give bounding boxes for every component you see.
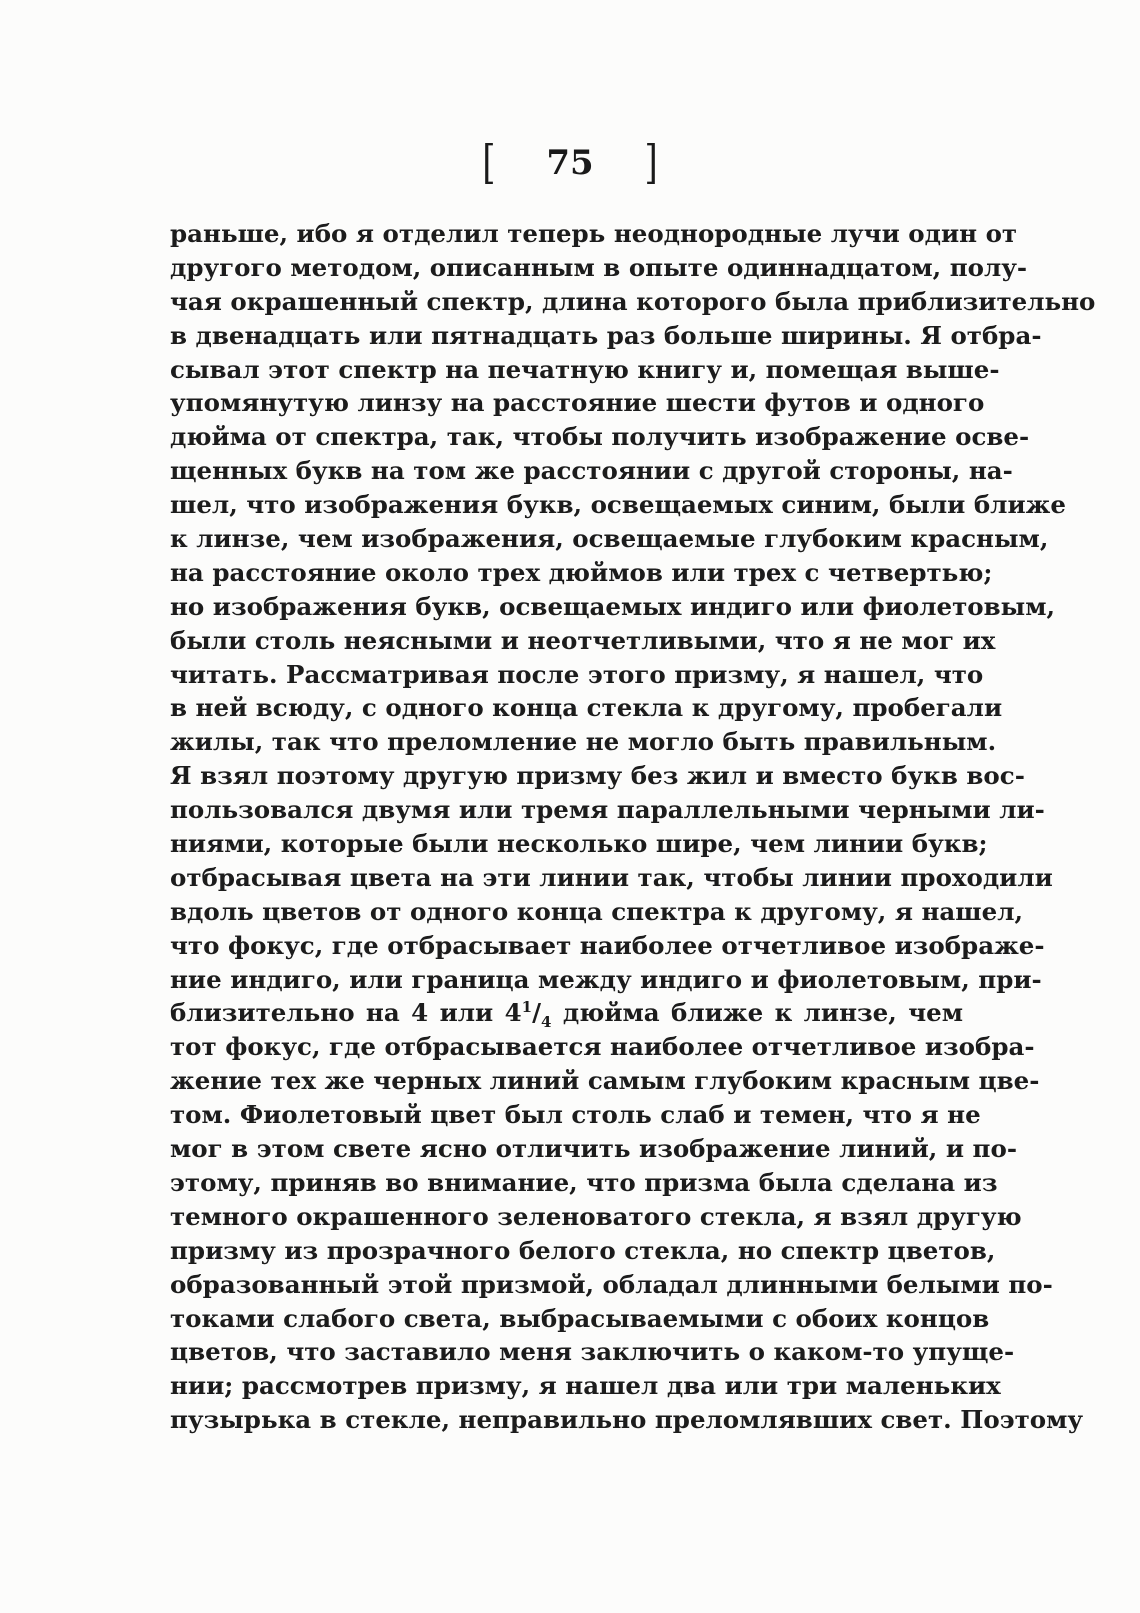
text-line: шел, что изображения букв, освещаемых синим, были ближе [170,490,1066,520]
text-line: том. Фиолетовый цвет был столь слаб и темен, что я не [170,1100,981,1130]
text-line: тот фокус, где отбрасывается наиболее отчетливое изобра- [170,1032,1035,1062]
text-line: цветов, что заставило меня заключить о каком-то упуще- [170,1337,1015,1367]
text-line: щенных букв на том же расстоянии с другой стороны, на- [170,456,1013,486]
text-line: чая окрашенный спектр, длина которого была приблизительно [170,286,1096,316]
text-line: сывал этот спектр на печатную книгу и, помещая выше- [170,354,1000,384]
text-line: жилы, так что преломление не могло быть правильным. [170,727,997,757]
fraction-slash: / [532,998,542,1028]
text-line: образованный этой призмой, обладал длинными белыми по- [170,1269,1053,1299]
left-bracket: [ [482,136,496,190]
text-line: вдоль цветов от одного конца спектра к другому, я нашел, [170,896,1024,926]
body-text [170,217,1096,1437]
text-segment: дюйма ближе к линзе, чем [551,998,963,1028]
text-line: в ней всюду, с одного конца стекла к другому, пробегали [170,693,1003,723]
text-line: ние индиго, или граница между индиго и фиолетовым, при- [170,964,1042,994]
text-line: были столь неясными и неотчетливыми, что я не мог их [170,625,996,655]
text-line: отбрасывая цвета на эти линии так, чтобы линии проходили [170,862,1053,892]
page-number [0,136,1140,190]
text-line: темного окрашенного зеленоватого стекла, я взял другую [170,1201,1022,1231]
text-line: пользовался двумя или тремя параллельными черными ли- [170,795,1045,825]
text-line: но изображения букв, освещаемых индиго или фиолетовым, [170,591,1056,621]
text-line: что фокус, где отбрасывает наиболее отчетливое изображе- [170,930,1045,960]
text-line: ниями, которые были несколько шире, чем линии букв; [170,829,988,859]
fraction-numerator: 1 [521,998,533,1017]
text-line: жение тех же черных линий самым глубоким красным цве- [170,1066,1040,1096]
text-line: в двенадцать или пятнадцать раз больше ширины. Я отбра- [170,320,1042,350]
text-line: на расстояние около трех дюймов или трех с четвертью; [170,557,993,587]
text-line: Я взял поэтому другую призму без жил и вместо букв вос- [170,761,1025,791]
text-line: раньше, ибо я отделил теперь неоднородные лучи один от [170,219,1018,248]
text-line: упомянутую линзу на расстояние шести футов и одного [170,388,985,418]
text-segment: близительно на 4 или 4 [170,998,522,1028]
text-line: нии; рассмотрев призму, я нашел два или три маленьких [170,1371,1001,1401]
right-bracket: ] [644,136,658,190]
text-line: другого методом, описанным в опыте одиннадцатом, полу- [170,252,1028,282]
text-line: читать. Рассматривая после этого призму, я нашел, что [170,659,984,689]
text-line: к линзе, чем изображения, освещаемые глубоким красным, [170,524,1049,554]
text-line [170,996,963,1030]
text-line: этому, приняв во внимание, что призма была сделана из [170,1167,998,1197]
text-line: пузырька в стекле, неправильно преломлявших свет. Поэтому [170,1405,1084,1435]
page-number-value: 75 [546,143,594,183]
text-line: призму из прозрачного белого стекла, но спектр цветов, [170,1235,996,1265]
fraction-denominator: 4 [541,1013,552,1032]
text-line: токами слабого света, выбрасываемыми с обоих концов [170,1303,990,1333]
text-line: дюйма от спектра, так, чтобы получить изображение осве- [170,422,1030,452]
text-line: мог в этом свете ясно отличить изображение линий, и по- [170,1134,1017,1164]
